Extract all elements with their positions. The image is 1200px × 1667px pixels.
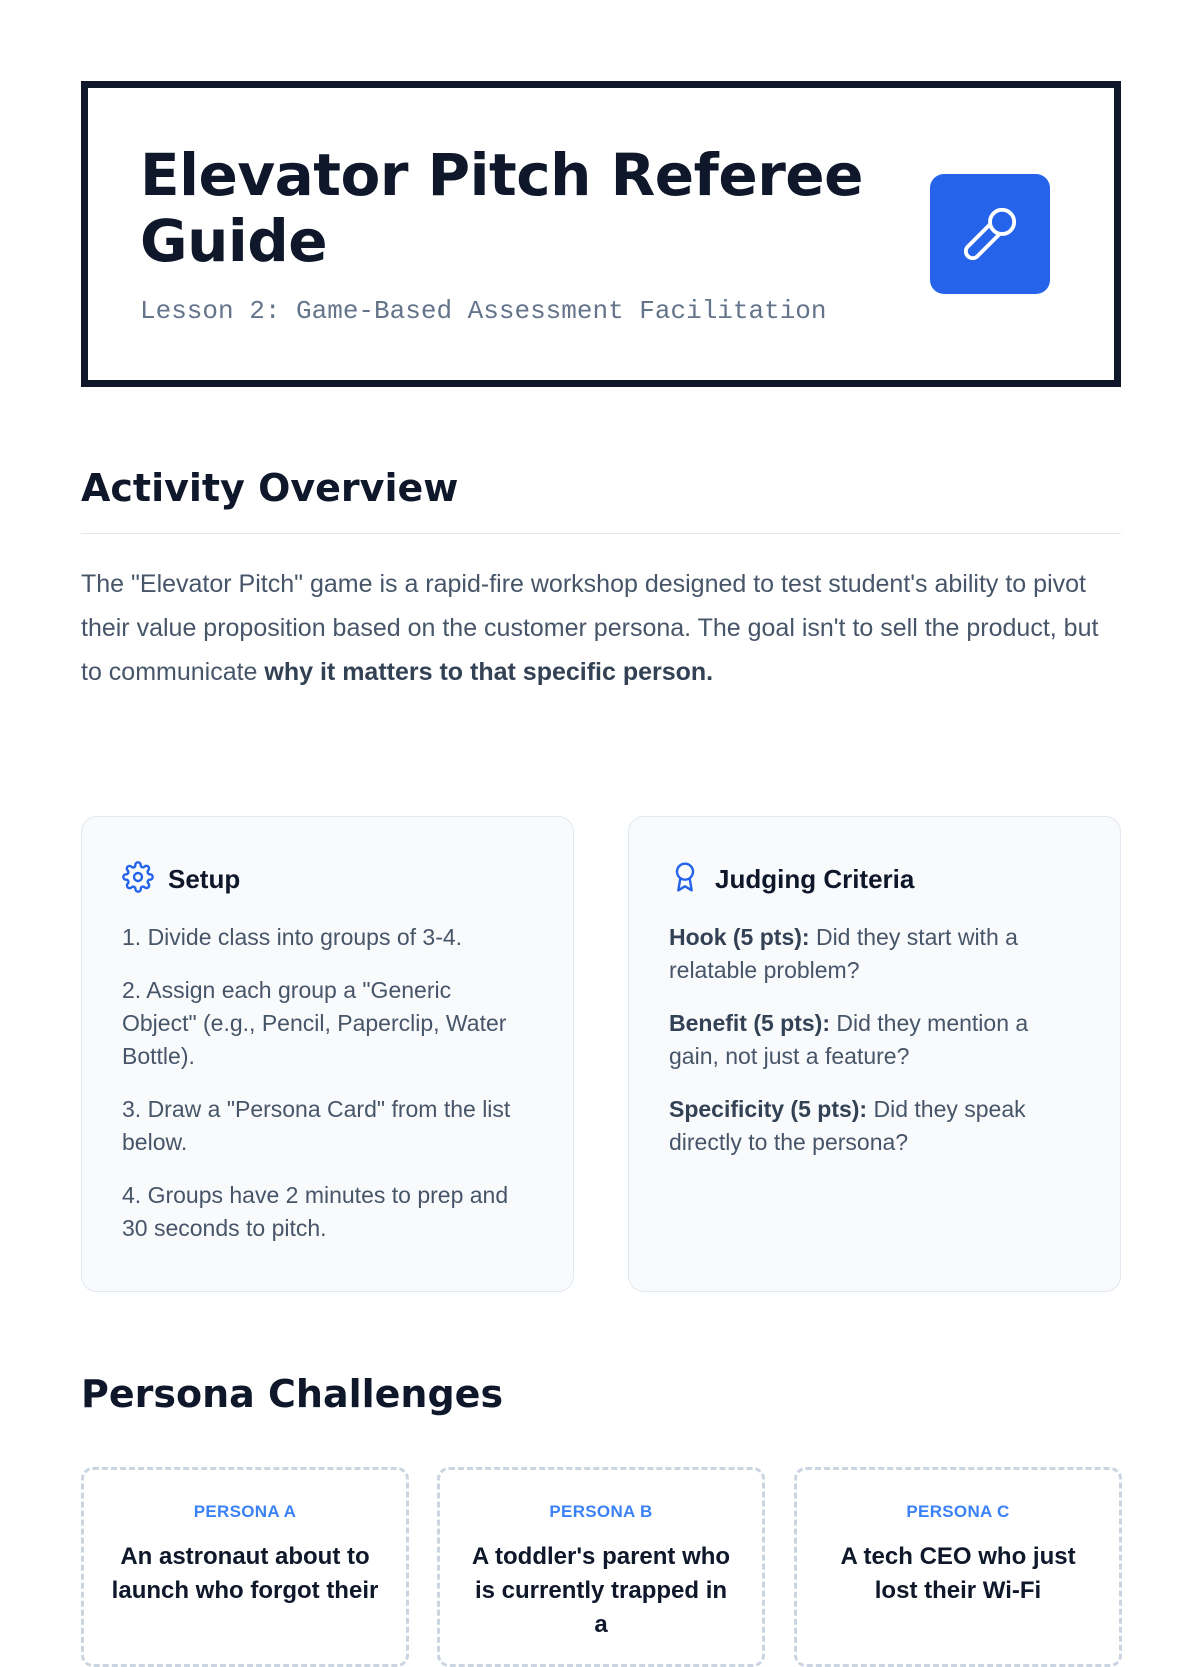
page-title: Elevator Pitch Referee Guide — [140, 141, 863, 275]
setup-step: 4. Groups have 2 minutes to prep and 30 seconds to pitch. — [122, 1182, 509, 1241]
header-card — [81, 81, 1121, 387]
persona-card-c[interactable] — [794, 1467, 1122, 1667]
judging-criteria — [669, 921, 1079, 1179]
persona-description: A tech CEO who just lost their Wi-Fi — [840, 1543, 1076, 1604]
judging-title-row — [669, 861, 914, 898]
page-subtitle: Lesson 2: Game-Based Assessment Facilitation — [140, 296, 827, 326]
criterion-label: Benefit (5 pts): — [669, 1010, 830, 1036]
overview-heading: Activity Overview — [81, 466, 459, 510]
judging-card — [628, 816, 1121, 1292]
criterion-item — [669, 1093, 1079, 1159]
judging-title: Judging Criteria — [715, 864, 915, 894]
criterion-text: Did they start with a relatable problem? — [669, 924, 1018, 983]
section-divider — [81, 533, 1121, 534]
criterion-text: Did they speak directly to the persona? — [669, 1096, 1026, 1155]
persona-heading: Persona Challenges — [81, 1372, 504, 1416]
persona-label: PERSONA C — [906, 1502, 1010, 1521]
microphone-icon — [930, 174, 1050, 294]
persona-description: An astronaut about to launch who forgot their — [111, 1543, 379, 1604]
persona-card-a[interactable] — [81, 1467, 409, 1667]
criterion-text: Did they mention a gain, not just a feature? — [669, 1010, 1029, 1069]
setup-step: 1. Divide class into groups of 3-4. — [122, 924, 463, 950]
persona-label: PERSONA A — [193, 1502, 297, 1521]
setup-title-row — [122, 861, 240, 898]
persona-label: PERSONA B — [549, 1502, 653, 1521]
setup-steps — [122, 921, 532, 1265]
criterion-item — [669, 921, 1079, 987]
setup-title: Setup — [168, 864, 241, 894]
gear-icon — [122, 861, 154, 898]
overview-text: The "Elevator Pitch" game is a rapid-fire workshop designed to test student's ability to pivot their value proposition based on the customer persona. The goal isn't to sell the product, but to communicate — [81, 570, 1099, 686]
award-ribbon-icon — [669, 861, 701, 898]
overview-paragraph — [81, 562, 1121, 694]
setup-step: 2. Assign each group a "Generic Object" (e.g., Pencil, Paperclip, Water Bottle). — [122, 977, 507, 1069]
setup-step: 3. Draw a "Persona Card" from the list below. — [122, 1096, 511, 1155]
criterion-label: Hook (5 pts): — [669, 924, 810, 950]
overview-emphasis: why it matters to that specific person. — [264, 658, 714, 686]
criterion-label: Specificity (5 pts): — [669, 1096, 868, 1122]
setup-card — [81, 816, 574, 1292]
persona-card-b[interactable] — [437, 1467, 765, 1667]
criterion-item — [669, 1007, 1079, 1073]
persona-description: A toddler's parent who is currently trapped in a — [471, 1543, 731, 1638]
